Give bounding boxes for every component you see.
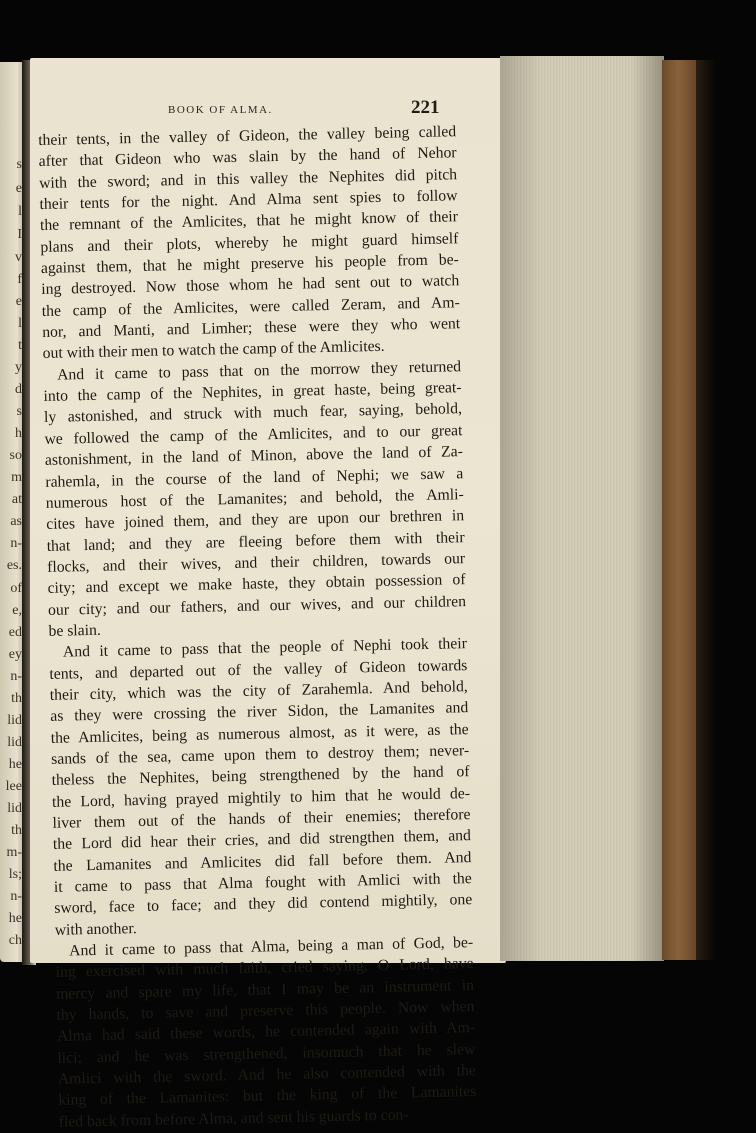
left-page-fragment: so (9, 448, 22, 463)
left-page-fragment: e, (12, 603, 22, 618)
left-page-fragment: h (15, 426, 22, 441)
left-page-fragment: lee (5, 779, 22, 794)
text-line: numerous host of the Lamanites; and behold, the Amli- (45, 486, 464, 512)
page-number: 221 (411, 97, 440, 118)
text-line: city; and except we make haste, they obtain possession of (47, 571, 466, 598)
text-line: ing destroyed. Now those whom he had sent out to watch (41, 272, 460, 299)
text-line: against them, that he might preserve his people from be- (40, 251, 459, 278)
text-line: plans and their plots, whereby he might guard himself (40, 229, 459, 256)
text-line: liver them out of the hands of their enemies; therefore (52, 806, 471, 832)
left-facing-page (0, 62, 24, 962)
text-line: with another. (54, 919, 137, 939)
left-page-fragment: e (15, 181, 22, 196)
cover-shadow (696, 60, 716, 960)
text-line: that land; and they are fleeing before them with their (46, 528, 465, 555)
text-line: their tents for the night. And Alma sent spies to follow (39, 187, 458, 214)
left-page-fragment: es. (6, 558, 22, 573)
left-page-fragment: lid (7, 735, 22, 750)
left-page-fragment: th (11, 823, 22, 838)
text-line: lici; and he was strengthened, insomuch that he slew (57, 1040, 476, 1067)
text-line: sands of the sea, came upon them to destroy them; never- (51, 742, 470, 768)
left-page-fragment: th (11, 691, 22, 706)
text-line: And it came to pass that Alma, being a man of God, be- (69, 934, 474, 960)
left-page-fragment: l (18, 204, 22, 219)
text-line: be slain. (48, 621, 101, 640)
left-page-fragment: lid (7, 801, 22, 816)
body-text (38, 121, 477, 1133)
text-line: after that Gideon who was slain by the hand of Nehor (38, 144, 457, 171)
text-line: flocks, and their wives, and their children, towards our (46, 550, 466, 576)
text-line: the Lord did hear their cries, and did strengthen them, and (52, 827, 472, 854)
left-page-fragment: n- (10, 669, 22, 684)
left-page-fragment: ls; (8, 867, 22, 882)
text-line: mercy and spare my life, that I may be an instrument in (55, 976, 475, 1003)
text-line: their city, which was the city of Zarahemla. And behold, (49, 678, 468, 704)
left-page-fragment: t (18, 338, 22, 353)
text-line: the remnant of the Amlicites, that he might know of their (39, 208, 459, 235)
text-line: ly astonished, and struck with much fear, saying, behold, (43, 400, 463, 427)
left-page-fragment: n- (10, 889, 22, 904)
left-page-fragment: f (17, 272, 22, 287)
text-line: their tents, in the valley of Gideon, the valley being called (38, 123, 457, 149)
text-line: out with their men to watch the camp of the Amlicites. (42, 338, 385, 363)
left-page-fragment: s (16, 157, 22, 172)
text-line: theless the Nephites, being strengthened by the hand of (51, 763, 470, 790)
text-line: we followed the camp of the Amlicites, and to our great (44, 421, 463, 448)
text-line: ing exercised with much faith, cried saying, O Lord, have (55, 955, 474, 982)
text-line: rahemla, in the course of the land of Nephi; we saw a (45, 464, 464, 491)
left-page-fragment: s (16, 404, 22, 419)
text-line: into the camp of the Nephites, in great haste, being great- (43, 379, 462, 406)
left-page-fragment: as (10, 514, 22, 529)
text-line: Alma had said these words, he contended again with Am- (56, 1019, 476, 1046)
text-line: thy hands, to save and preserve this people. Now when (56, 998, 475, 1024)
text-line: sword, face to face; and they did contend mightily, one (54, 891, 473, 918)
left-page-fragment: e (15, 294, 22, 309)
left-page-fragment: v (15, 250, 22, 265)
left-page-fragment: d (15, 382, 22, 397)
left-page-fragment: I (17, 227, 22, 242)
text-line: And it came to pass that on the morrow they returned (56, 357, 462, 384)
text-line: fled back from before Alma, and sent his guards to con- (58, 1106, 409, 1131)
text-line: it came to pass that Alma fought with Amlici with the (53, 870, 472, 896)
left-page-fragment: ch (8, 933, 22, 948)
text-line: nor, and Manti, and Limher; these were they who went (42, 315, 461, 342)
left-page-fragment: he (8, 757, 22, 772)
text-line: astonishment, in the land of Minon, above the land of Za- (44, 443, 464, 470)
text-line: the camp of the Amlicites, were called Zeram, and Am- (41, 293, 460, 320)
text-line: our city; and our fathers, and our wives, and our children (47, 592, 467, 619)
left-page-fragment: of (10, 581, 22, 596)
left-page-fragment: ed (8, 625, 22, 640)
left-page-fragment: m- (6, 845, 22, 860)
left-page-fragment: at (11, 492, 22, 507)
text-line: the Lord, having prayed mightily to him that he would de- (51, 784, 471, 811)
text-line: king of the Lamanites: but the king of the Lamanites (58, 1083, 477, 1110)
left-page-fragment: he (8, 911, 22, 926)
left-page-fragment: y (15, 360, 22, 375)
left-page-fragment: m (11, 470, 22, 485)
text-line: the Amlicites, being as numerous almost, as it were, as the (50, 720, 469, 747)
left-page-fragment: ey (8, 647, 22, 662)
text-line: Amlici with the sword. And he also contended with the (57, 1062, 476, 1088)
left-page-fragment: lid (7, 713, 22, 728)
text-line: as they were crossing the river Sidon, the Lamanites and (50, 699, 469, 726)
text-line: with the sword; and in this valley the Nephites did pitch (38, 165, 458, 192)
text-line: And it came to pass that the people of Nephi took their (62, 635, 468, 661)
running-head: BOOK OF ALMA. (168, 104, 273, 116)
left-page-fragment: l (18, 316, 22, 331)
text-line: cites have joined them, and they are upon our brethren in (46, 507, 465, 534)
text-line: the Lamanites and Amlicites did fall before them. And (53, 848, 472, 875)
left-page-fragment: n- (10, 536, 22, 551)
text-line: tents, and departed out of the valley of Gideon towards (49, 656, 468, 683)
fore-edge-shading (500, 56, 664, 961)
